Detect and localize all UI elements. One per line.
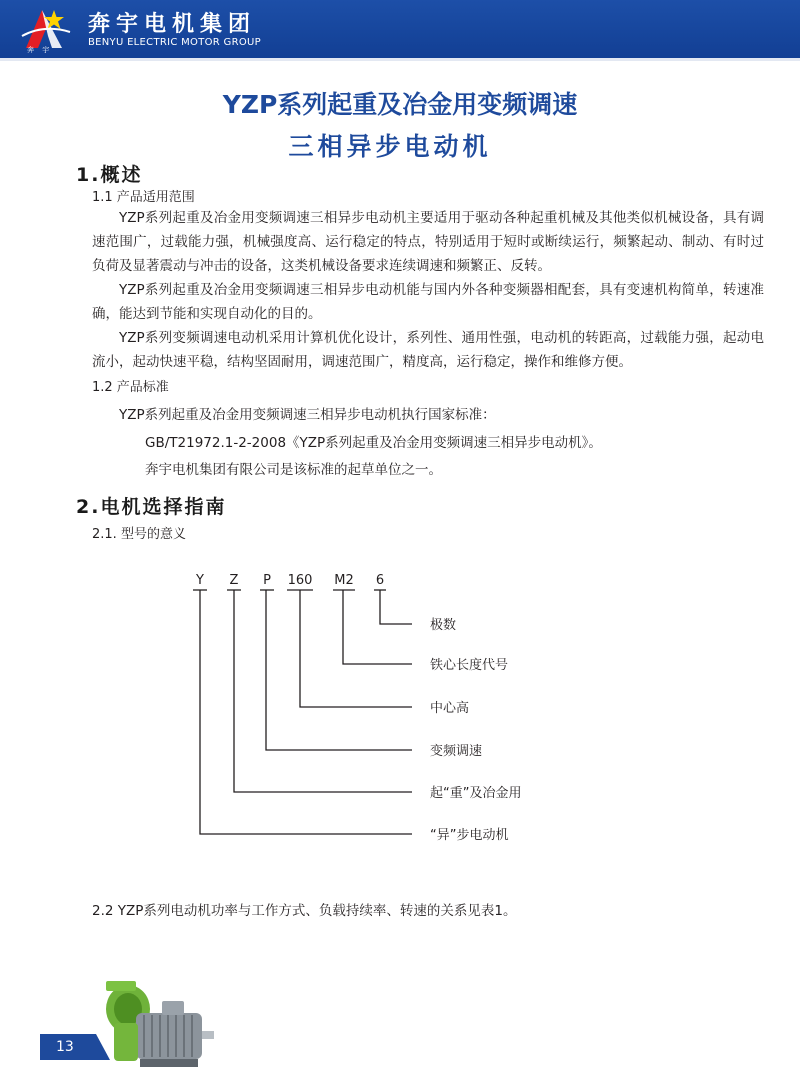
standard-note: 奔宇电机集团有限公司是该标准的起草单位之一。 (145, 462, 442, 478)
page-number: 13 (56, 1039, 74, 1055)
meaning-center-height: 中心高 (430, 701, 470, 716)
standard-code: GB/T21972.1-2-2008《YZP系列起重及冶金用变频调速三相异步电动机》。 (145, 435, 602, 451)
page-title (0, 84, 800, 168)
paragraph-inverter: YZP系列起重及冶金用变频调速三相异步电动机能与国内外各种变频器相配套，具有变速机构简单，转速准确，能达到节能和实现自动化的目的。 (92, 282, 764, 322)
section-1-1-heading: 1.1 产品适用范围 (92, 190, 195, 205)
electric-motor-icon (100, 965, 220, 1075)
paragraph-design: YZP系列变频调速电动机采用计算机优化设计，系列性、通用性强，电动机的转距高，过载能力强，起动电流小，起动快速平稳，结构坚固耐用，调速范围广，精度高，运行稳定，操作和维修方便。 (92, 330, 764, 370)
model-part-height: 160 (287, 573, 313, 588)
model-designation-diagram (0, 560, 800, 860)
meaning-crane-metallurgy: 起“重”及冶金用 (430, 786, 522, 801)
meaning-asynchronous: “异”步电动机 (430, 828, 509, 843)
meaning-variable-frequency: 变频调速 (430, 744, 483, 759)
model-part-y: Y (196, 573, 204, 588)
header-divider (0, 58, 800, 61)
diagram-lines (193, 590, 412, 834)
section-1-2-heading: 1.2 产品标准 (92, 380, 169, 395)
standard-intro: YZP系列起重及冶金用变频调速三相异步电动机执行国家标准： (119, 407, 496, 423)
section-1-heading: 1.概述 (76, 164, 143, 186)
model-part-p: P (263, 573, 271, 588)
paragraph-scope: YZP系列起重及冶金用变频调速三相异步电动机主要适用于驱动各种起重机械及其他类似机械设备，具有调速范围广，过载能力强，机械强度高、运行稳定的特点，特别适用于短时或断续运行，频繁起动、制动、有时过负荷及显著震动与冲击的设备，这类机械设备要求连续调速和频繁正、反转。 (92, 210, 764, 274)
section-2-1-heading: 2.1. 型号的意义 (92, 527, 186, 542)
page-number-badge (0, 1034, 110, 1060)
model-part-core: M2 (334, 573, 354, 588)
page-header (0, 0, 800, 58)
meaning-core-length: 铁心长度代号 (430, 658, 509, 673)
model-part-z: Z (229, 573, 239, 588)
logo-caption: 奔 宇 (27, 46, 53, 54)
meaning-poles: 极数 (430, 618, 457, 633)
title-line-1: YZP系列起重及冶金用变频调速 (222, 90, 578, 119)
section-2-heading: 2.电机选择指南 (76, 496, 227, 518)
brand-name-en: BENYU ELECTRIC MOTOR GROUP (88, 37, 261, 48)
brand-name-cn: 奔宇电机集团 (88, 12, 257, 37)
relation-note: 2.2 YZP系列电动机功率与工作方式、负载持续率、转速的关系见表1。 (92, 903, 517, 919)
model-part-poles: 6 (375, 573, 385, 588)
title-line-2: 三相异步电动机 (288, 132, 492, 161)
